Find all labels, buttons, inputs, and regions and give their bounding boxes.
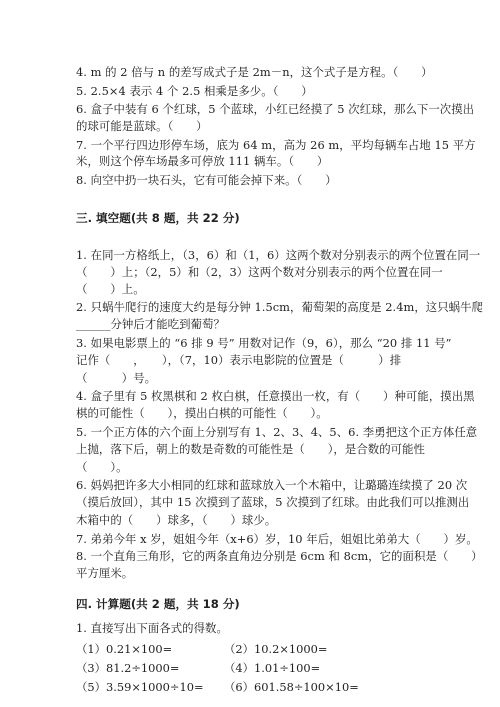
fill-item-8-line1: 8. 一个直角三角形，它的两条直角边分别是 6cm 和 8cm，它的面积是（ ） [76,549,483,563]
fill-item-4-line2: 棋的可能性（ ），摸出白棋的可能性（ ）。 [76,406,328,420]
fill-item-6-line2: （摸后放回），其中 15 次摸到了蓝球，5 次摸到了红球。由此我们可以推测出 [76,495,470,509]
fill-item-5-line2: 上抛，落下后，朝上的数是奇数的可能性是（ ），是合数的可能性 [76,442,425,456]
judgement-item-6-line2: 的球可能是蓝球。（ ） [76,119,208,133]
calc-q1-item-6: （6）601.58÷100×10= [224,680,359,694]
judgement-item-4: 4. m 的 2 倍与 n 的差写成式子是 2m－n，这个式子是方程。（ ） [76,65,433,79]
fill-item-3-line1: 3. 如果电影票上的 “6 排 9 号” 用数对记作（9，6），那么 “20 排 11 号” [76,336,452,350]
judgement-item-6-line1: 6. 盒子中装有 6 个红球，5 个蓝球，小红已经摸了 5 次红球，那么下一次摸出 [76,102,475,116]
fill-item-1-line3: （ ）上。 [76,282,145,296]
calc-q1-item-1: （1）0.21×100= [76,642,173,656]
calc-q1-item-3: （3）81.2÷1000= [76,661,180,675]
fill-item-2-line2: ______分钟后才能吃到葡萄？ [76,317,225,331]
fill-item-8-line2: 平方厘米。 [76,566,134,580]
fill-item-7: 7. 弟弟今年 x 岁，姐姐今年（x+6）岁，10 年后，姐姐比弟弟大（ ）岁。 [76,532,478,546]
section-4-title: 四. 计算题(共 2 题，共 18 分) [76,597,240,611]
calc-q1-item-5: （5）3.59×1000÷10= [76,680,204,694]
section-3-title: 三. 填空题(共 8 题，共 22 分) [76,211,240,225]
judgement-item-7-line1: 7. 一个平行四边形停车场，底为 64 m，高为 26 m，平均每辆车占地 15 平方 [76,138,476,152]
fill-item-1-line2: （ ）上；（2，5）和（2，3）这两个数对分别表示的两个位置在同一 [76,265,443,279]
fill-item-3-line2: 记作（ ， ），（7，10）表示电影院的位置是（ ）排 [76,353,402,367]
judgement-item-5: 5. 2.5×4 表示 4 个 2.5 相乘是多少。（ ） [76,84,313,98]
judgement-item-8: 8. 向空中扔一块石头，它有可能会掉下来。（ ） [76,173,337,187]
fill-item-2-line1: 2. 只蜗牛爬行的速度大约是每分钟 1.5cm，葡萄架的高度是 2.4m，这只蜗牛爬 [76,300,483,314]
fill-item-3-line3: （ ）号。 [76,371,157,385]
fill-item-4-line1: 4. 盒子里有 5 枚黑棋和 2 枚白棋，任意摸出一枚，有（ ）种可能，摸出黑 [76,389,475,403]
calc-q1-title: 1. 直接写出下面各式的得数。 [76,621,228,635]
fill-item-6-line3: 木箱中的（ ）球多，（ ）球少。 [76,513,277,527]
fill-item-1-line1: 1. 在同一方格纸上，（3，6）和（1，6）这两个数对分别表示的两个位置在同一 [76,248,481,262]
fill-item-5-line1: 5. 一个正方体的六个面上分别写有 1、2、3、4、5、6. 李勇把这个正方体任意 [76,425,478,439]
fill-item-5-line3: （ ）。 [76,460,128,474]
judgement-item-7-line2: 米，则这个停车场最多可停放 111 辆车。（ ） [76,154,329,168]
calc-q1-item-2: （2）10.2×1000= [224,642,328,656]
fill-item-6-line1: 6. 妈妈把许多大小相同的红球和蓝球放入一个木箱中，让璐璐连续摸了 20 次 [76,478,468,492]
calc-q1-item-4: （4）1.01÷100= [224,661,321,675]
